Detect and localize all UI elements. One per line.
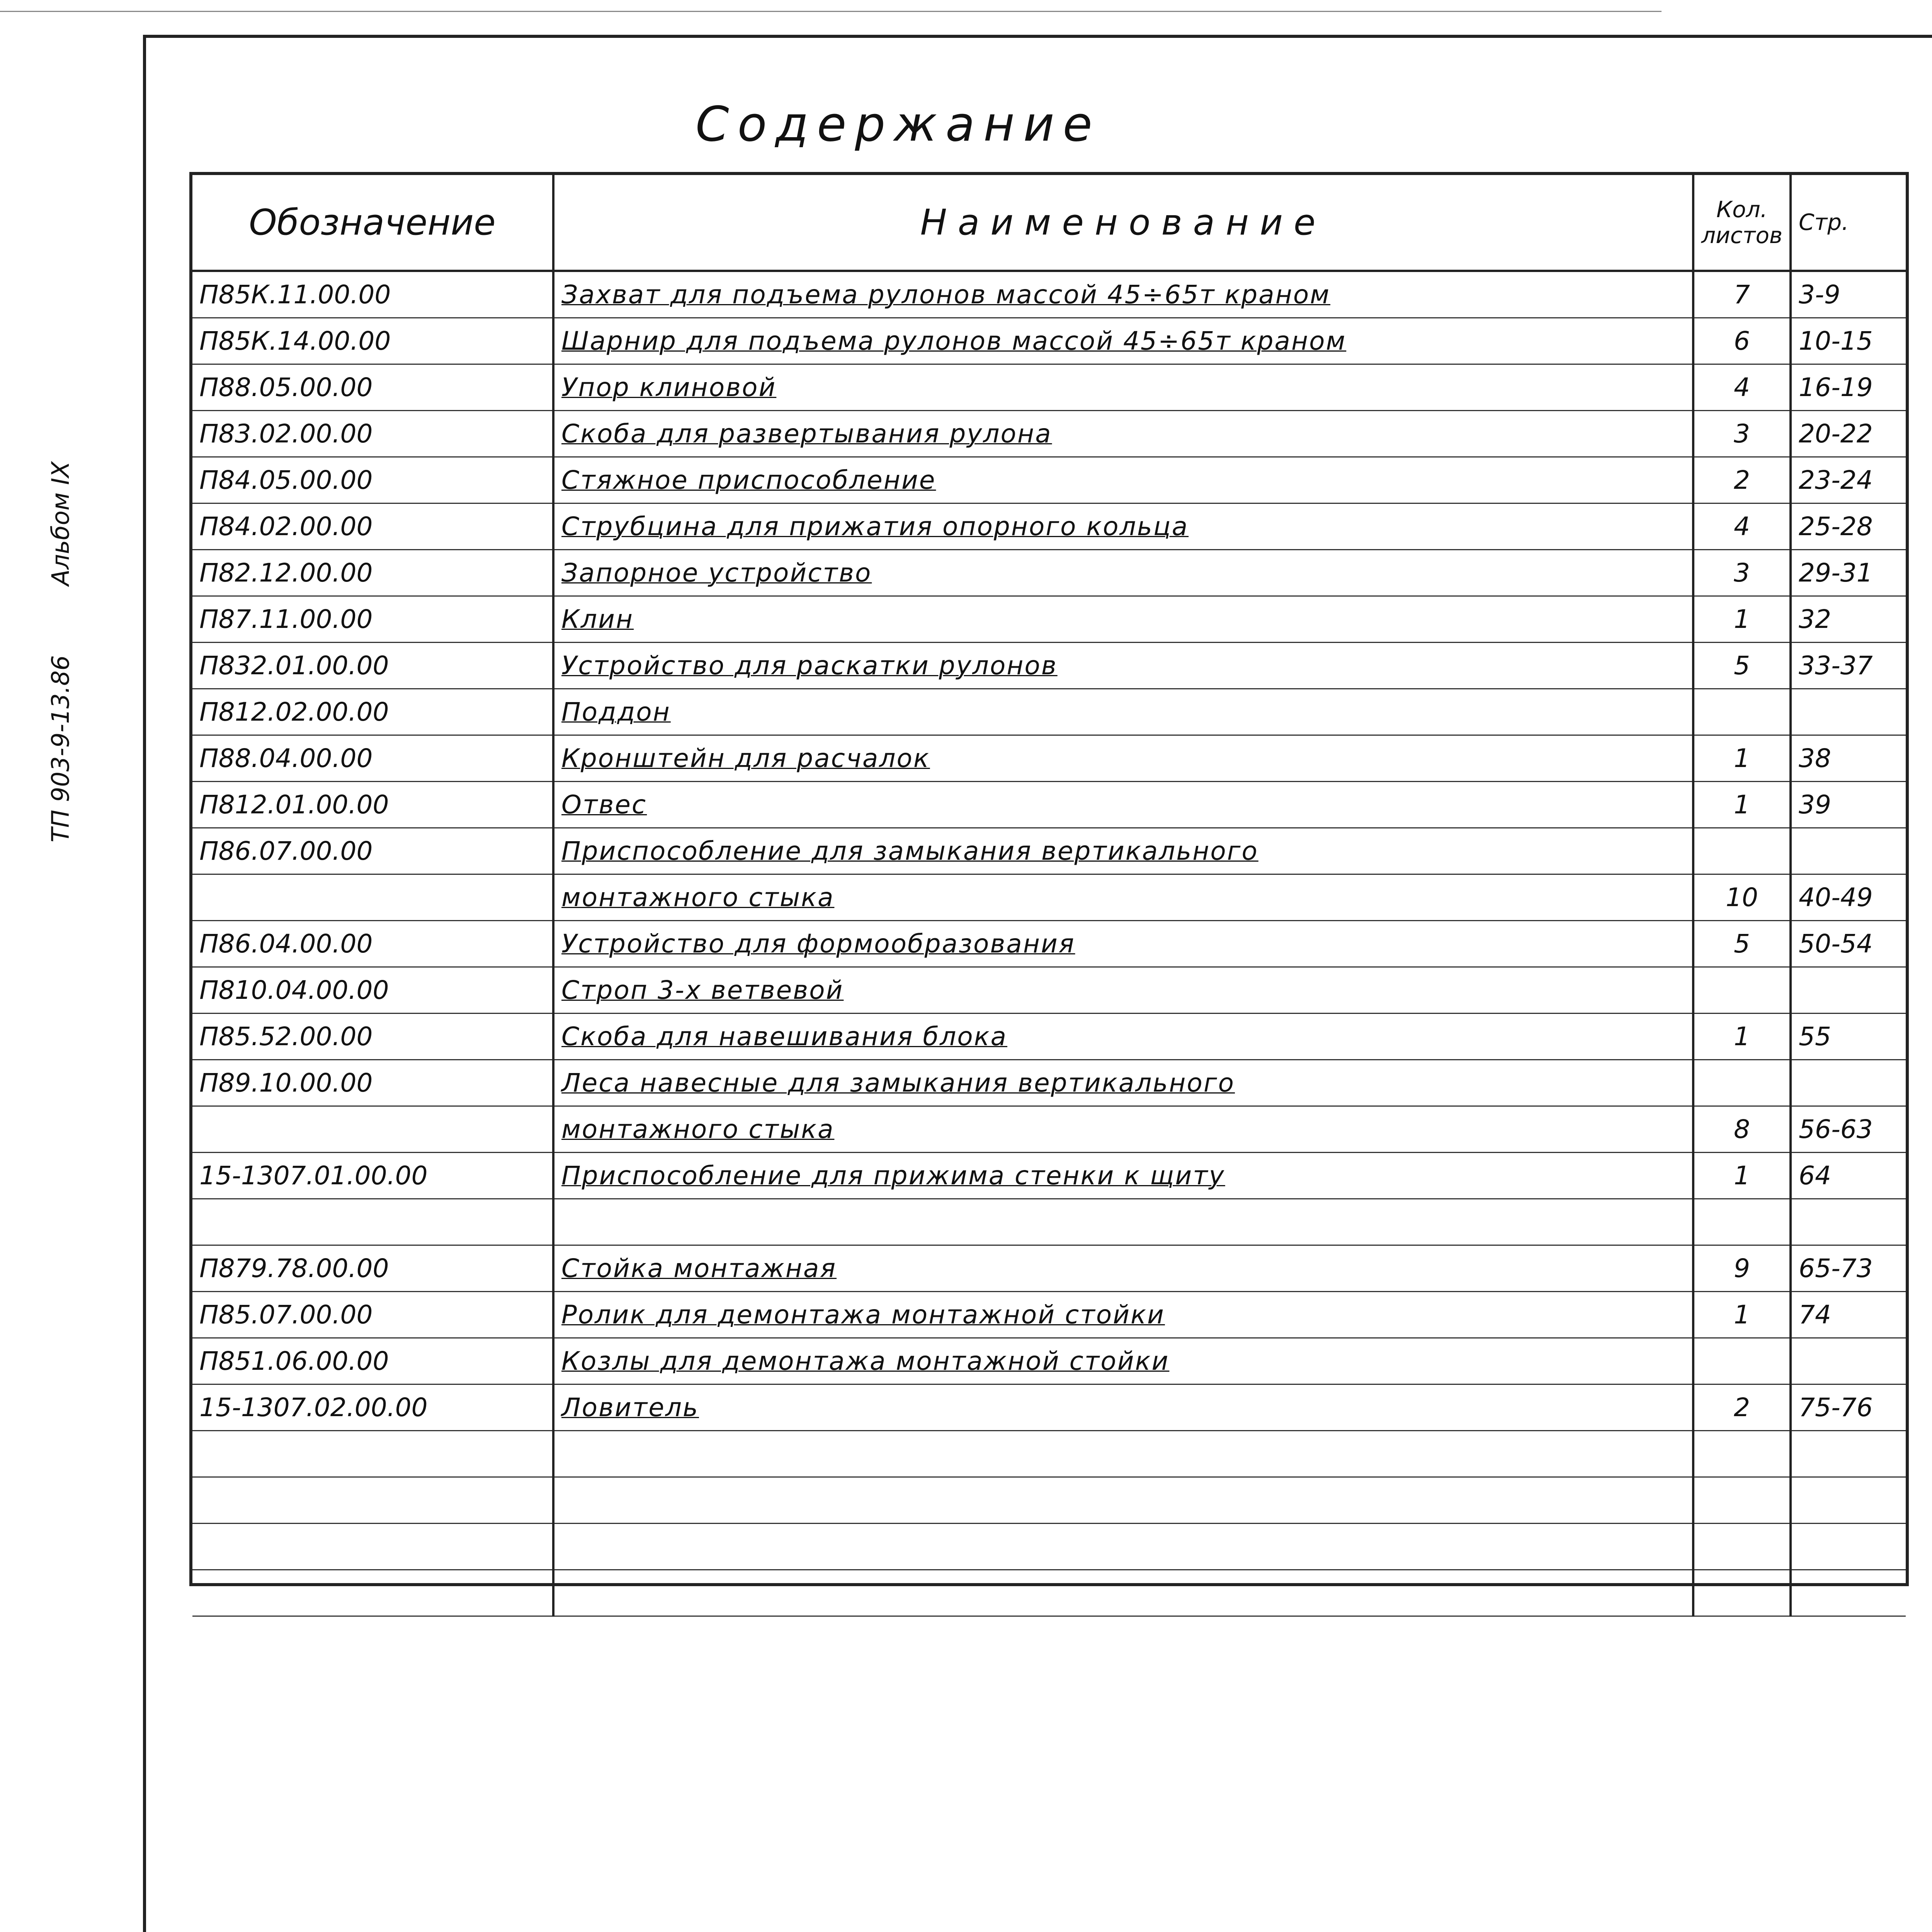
row-page — [1791, 921, 1906, 967]
row-designation-text: П89.10.00.00 — [199, 1068, 373, 1098]
row-designation-text: П85.52.00.00 — [199, 1022, 373, 1051]
row-designation — [192, 1431, 553, 1477]
row-designation — [192, 689, 553, 735]
side-code: ТП 903-9-13.86 — [46, 655, 75, 842]
row-name — [553, 1060, 1693, 1106]
row-designation-text: П86.04.00.00 — [199, 929, 373, 959]
row-sheets-text: 3 — [1734, 558, 1750, 588]
row-page — [1791, 411, 1906, 457]
row-page-text: 16-19 — [1799, 372, 1873, 402]
row-name-text: Захват для подъема рулонов массой 45÷65т краном — [561, 280, 1330, 310]
row-designation — [192, 1245, 553, 1292]
row-designation-text: 15-1307.01.00.00 — [199, 1161, 428, 1190]
row-sheets — [1693, 596, 1791, 643]
row-page — [1791, 318, 1906, 364]
row-designation — [192, 1199, 553, 1245]
row-page-text: 56-63 — [1799, 1114, 1873, 1144]
table-row — [192, 411, 1906, 457]
row-name — [553, 828, 1693, 874]
table-row — [192, 1199, 1906, 1245]
row-sheets — [1693, 921, 1791, 967]
row-page-text: 25-28 — [1799, 512, 1873, 541]
row-page — [1791, 1106, 1906, 1153]
table-row — [192, 457, 1906, 503]
row-designation — [192, 1153, 553, 1199]
row-designation-text: П84.05.00.00 — [199, 465, 373, 495]
row-name — [553, 318, 1693, 364]
row-designation — [192, 828, 553, 874]
table-row — [192, 1153, 1906, 1199]
row-name-text: Скоба для развертывания рулона — [561, 419, 1052, 449]
table-row — [192, 782, 1906, 828]
row-name — [553, 689, 1693, 735]
row-designation — [192, 874, 553, 921]
page-title: Содержание — [696, 97, 1101, 152]
row-sheets-text: 1 — [1734, 1022, 1750, 1051]
row-page-text: 38 — [1799, 743, 1831, 773]
row-designation-text: П879.78.00.00 — [199, 1253, 389, 1283]
header-designation: Обозначение — [192, 175, 553, 271]
row-sheets-text: 6 — [1734, 326, 1750, 356]
table-row — [192, 1106, 1906, 1153]
row-sheets-text: 7 — [1734, 280, 1750, 310]
row-page-text: 10-15 — [1799, 326, 1873, 356]
row-name-text: Леса навесные для замыкания вертикального — [561, 1068, 1235, 1098]
row-sheets-text: 4 — [1734, 512, 1750, 541]
row-designation-text: П85К.11.00.00 — [199, 280, 391, 310]
table-row — [192, 271, 1906, 318]
row-designation — [192, 1106, 553, 1153]
row-name — [553, 1106, 1693, 1153]
row-sheets — [1693, 1431, 1791, 1477]
row-name-text: Упор клиновой — [561, 372, 777, 402]
header-name: Наименование — [553, 175, 1693, 271]
row-name — [553, 967, 1693, 1014]
table-row — [192, 1338, 1906, 1384]
row-page — [1791, 1014, 1906, 1060]
row-page-text: 39 — [1799, 790, 1831, 820]
row-designation-text: П88.04.00.00 — [199, 743, 373, 773]
row-page-text: 29-31 — [1799, 558, 1873, 588]
row-designation — [192, 271, 553, 318]
row-designation-text: П812.02.00.00 — [199, 697, 389, 727]
row-name-text: Приспособление для замыкания вертикального — [561, 836, 1259, 866]
row-page — [1791, 1338, 1906, 1384]
row-page — [1791, 1384, 1906, 1431]
row-sheets-text: 1 — [1734, 1300, 1750, 1330]
row-page-text: 74 — [1799, 1300, 1831, 1330]
row-name — [553, 1014, 1693, 1060]
row-page — [1791, 1570, 1906, 1616]
row-sheets — [1693, 1524, 1791, 1570]
row-page-text: 50-54 — [1799, 929, 1873, 959]
row-designation-text: П851.06.00.00 — [199, 1346, 389, 1376]
row-sheets-text: 4 — [1734, 372, 1750, 402]
row-designation — [192, 1384, 553, 1431]
row-sheets — [1693, 503, 1791, 550]
row-designation — [192, 1060, 553, 1106]
header-page: Стр. — [1791, 175, 1906, 271]
row-name — [553, 1570, 1693, 1616]
row-name — [553, 782, 1693, 828]
row-page-text: 20-22 — [1799, 419, 1873, 449]
row-name — [553, 1292, 1693, 1338]
row-sheets-text: 5 — [1734, 929, 1750, 959]
table-header-row — [192, 175, 1906, 271]
row-sheets — [1693, 1245, 1791, 1292]
table-row — [192, 1524, 1906, 1570]
row-name-text: Запорное устройство — [561, 558, 872, 588]
row-sheets-text: 5 — [1734, 651, 1750, 680]
row-designation-text: П88.05.00.00 — [199, 372, 373, 402]
row-sheets — [1693, 1060, 1791, 1106]
row-designation-text: П82.12.00.00 — [199, 558, 373, 588]
row-page — [1791, 1477, 1906, 1524]
row-name-text: Поддон — [561, 697, 671, 727]
row-name-text: Строп 3-х ветвевой — [561, 975, 844, 1005]
row-sheets — [1693, 318, 1791, 364]
row-sheets — [1693, 1338, 1791, 1384]
row-page — [1791, 271, 1906, 318]
row-name-text: Стяжное приспособление — [561, 465, 936, 495]
table-row — [192, 735, 1906, 782]
table-row — [192, 1570, 1906, 1616]
row-name — [553, 1477, 1693, 1524]
row-name — [553, 364, 1693, 411]
row-sheets-text: 10 — [1726, 883, 1758, 912]
row-page — [1791, 1060, 1906, 1106]
row-sheets-text: 1 — [1734, 604, 1750, 634]
row-designation — [192, 457, 553, 503]
table-row — [192, 1431, 1906, 1477]
row-designation — [192, 364, 553, 411]
contents-table — [189, 172, 1909, 1586]
table-row — [192, 689, 1906, 735]
row-name-text: Скоба для навешивания блока — [561, 1022, 1007, 1051]
row-sheets-text: 1 — [1734, 743, 1750, 773]
row-sheets-text: 1 — [1734, 790, 1750, 820]
row-sheets — [1693, 271, 1791, 318]
row-sheets — [1693, 1106, 1791, 1153]
table-row — [192, 1292, 1906, 1338]
row-designation — [192, 1570, 553, 1616]
row-page — [1791, 782, 1906, 828]
row-name — [553, 921, 1693, 967]
row-page-text: 32 — [1799, 604, 1831, 634]
row-designation-text: П84.02.00.00 — [199, 512, 373, 541]
row-sheets — [1693, 457, 1791, 503]
row-page-text: 65-73 — [1799, 1253, 1873, 1283]
row-designation — [192, 921, 553, 967]
row-name-text: Стойка монтажная — [561, 1253, 837, 1283]
side-stamp — [46, 400, 75, 842]
row-sheets — [1693, 1477, 1791, 1524]
row-designation — [192, 643, 553, 689]
row-name-text: монтажного стыка — [561, 1114, 835, 1144]
row-name-text: Клин — [561, 604, 634, 634]
row-page — [1791, 874, 1906, 921]
row-page — [1791, 828, 1906, 874]
row-name — [553, 411, 1693, 457]
row-designation-text: П83.02.00.00 — [199, 419, 373, 449]
row-page — [1791, 1292, 1906, 1338]
row-page — [1791, 1431, 1906, 1477]
row-sheets — [1693, 1570, 1791, 1616]
row-name-text: Струбцина для прижатия опорного кольца — [561, 512, 1189, 541]
row-designation-text: П832.01.00.00 — [199, 651, 389, 680]
row-page-text: 23-24 — [1799, 465, 1873, 495]
row-sheets — [1693, 1384, 1791, 1431]
row-designation-text: П812.01.00.00 — [199, 790, 389, 820]
row-name — [553, 643, 1693, 689]
table-row — [192, 828, 1906, 874]
row-page-text: 55 — [1799, 1022, 1831, 1051]
row-name-text: Устройство для раскатки рулонов — [561, 651, 1058, 680]
row-page — [1791, 1199, 1906, 1245]
row-name-text: Устройство для формообразования — [561, 929, 1075, 959]
row-sheets-text: 9 — [1734, 1253, 1750, 1283]
table-row — [192, 364, 1906, 411]
row-name — [553, 1153, 1693, 1199]
row-name — [553, 550, 1693, 596]
table-row — [192, 1384, 1906, 1431]
row-page — [1791, 364, 1906, 411]
row-sheets — [1693, 550, 1791, 596]
row-designation-text: П87.11.00.00 — [199, 604, 373, 634]
row-designation — [192, 503, 553, 550]
row-page — [1791, 550, 1906, 596]
table-row — [192, 1245, 1906, 1292]
row-name — [553, 271, 1693, 318]
table-row — [192, 550, 1906, 596]
row-sheets-text: 1 — [1734, 1161, 1750, 1190]
row-name-text: Козлы для демонтажа монтажной стойки — [561, 1346, 1170, 1376]
row-sheets — [1693, 643, 1791, 689]
row-page-text: 33-37 — [1799, 651, 1873, 680]
row-name-text: Ролик для демонтажа монтажной стойки — [561, 1300, 1165, 1330]
row-name — [553, 735, 1693, 782]
row-designation-text: П85К.14.00.00 — [199, 326, 391, 356]
row-sheets — [1693, 967, 1791, 1014]
row-page — [1791, 643, 1906, 689]
row-designation — [192, 550, 553, 596]
row-name-text: Приспособление для прижима стенки к щиту — [561, 1161, 1225, 1190]
row-name — [553, 1199, 1693, 1245]
table-row — [192, 643, 1906, 689]
row-name — [553, 457, 1693, 503]
row-designation-text: П85.07.00.00 — [199, 1300, 373, 1330]
row-designation-text: 15-1307.02.00.00 — [199, 1393, 428, 1422]
table-row — [192, 1060, 1906, 1106]
row-designation — [192, 1292, 553, 1338]
row-name-text: Шарнир для подъема рулонов массой 45÷65т краном — [561, 326, 1347, 356]
row-page — [1791, 735, 1906, 782]
row-sheets-text: 3 — [1734, 419, 1750, 449]
row-name — [553, 596, 1693, 643]
row-sheets-text: 8 — [1734, 1114, 1750, 1144]
row-sheets-text: 2 — [1734, 1393, 1750, 1422]
row-page — [1791, 689, 1906, 735]
row-designation — [192, 1524, 553, 1570]
row-name — [553, 1384, 1693, 1431]
row-designation — [192, 735, 553, 782]
table-row — [192, 596, 1906, 643]
row-name-text: Кронштейн для расчалок — [561, 743, 930, 773]
table-row — [192, 318, 1906, 364]
row-page — [1791, 503, 1906, 550]
row-page-text: 75-76 — [1799, 1393, 1873, 1422]
row-name — [553, 1338, 1693, 1384]
top-edge-line — [0, 11, 1662, 12]
row-designation-text: П810.04.00.00 — [199, 975, 389, 1005]
row-page-text: 40-49 — [1799, 883, 1873, 912]
row-designation — [192, 1014, 553, 1060]
row-designation — [192, 318, 553, 364]
row-designation — [192, 782, 553, 828]
row-designation — [192, 967, 553, 1014]
row-sheets — [1693, 782, 1791, 828]
row-sheets-text: 2 — [1734, 465, 1750, 495]
row-designation — [192, 411, 553, 457]
row-sheets — [1693, 1014, 1791, 1060]
row-page-text: 3-9 — [1799, 280, 1840, 310]
table-row — [192, 1477, 1906, 1524]
row-page — [1791, 596, 1906, 643]
table-row — [192, 1014, 1906, 1060]
row-designation — [192, 596, 553, 643]
row-sheets — [1693, 874, 1791, 921]
row-name — [553, 503, 1693, 550]
row-page — [1791, 1524, 1906, 1570]
header-sheets: Кол. листов — [1693, 175, 1791, 271]
row-name-text: монтажного стыка — [561, 883, 835, 912]
row-designation — [192, 1477, 553, 1524]
row-sheets — [1693, 735, 1791, 782]
table-row — [192, 503, 1906, 550]
row-sheets — [1693, 1292, 1791, 1338]
row-page — [1791, 1245, 1906, 1292]
row-name — [553, 1524, 1693, 1570]
row-sheets — [1693, 411, 1791, 457]
row-sheets — [1693, 1153, 1791, 1199]
table-row — [192, 921, 1906, 967]
row-page — [1791, 1153, 1906, 1199]
row-sheets — [1693, 828, 1791, 874]
row-page — [1791, 457, 1906, 503]
row-designation-text: П86.07.00.00 — [199, 836, 373, 866]
row-designation — [192, 1338, 553, 1384]
row-name — [553, 874, 1693, 921]
row-sheets — [1693, 1199, 1791, 1245]
row-name-text: Отвес — [561, 790, 647, 820]
row-name — [553, 1245, 1693, 1292]
row-name-text: Ловитель — [561, 1393, 699, 1422]
table-row — [192, 874, 1906, 921]
row-page — [1791, 967, 1906, 1014]
row-page-text: 64 — [1799, 1161, 1831, 1190]
side-album: Альбом IX — [46, 461, 75, 586]
row-name — [553, 1431, 1693, 1477]
row-sheets — [1693, 364, 1791, 411]
row-sheets — [1693, 689, 1791, 735]
table-row — [192, 967, 1906, 1014]
